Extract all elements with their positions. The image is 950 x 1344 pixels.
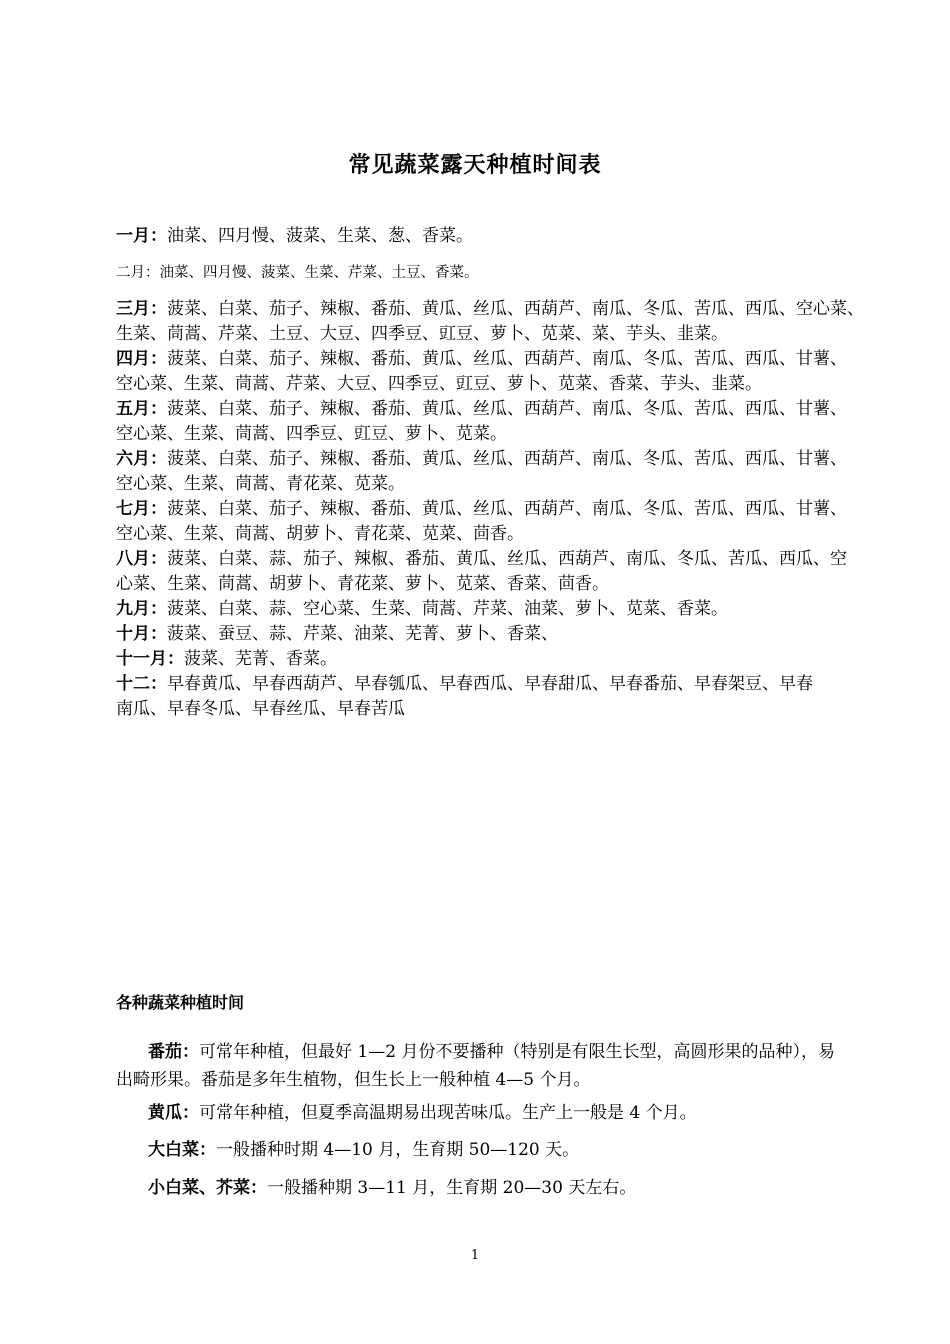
month-label: 四月： [116,349,167,369]
month-label: 三月： [116,299,167,319]
month-text: 菠菜、白菜、蒜、茄子、辣椒、番茄、黄瓜、丝瓜、西葫芦、南瓜、冬瓜、苦瓜、西瓜、空 [167,549,847,569]
paragraph-tomato [116,1038,846,1094]
month-december [116,672,846,697]
month-october [116,622,846,647]
paragraph-label: 小白菜、芥菜： [148,1178,267,1198]
month-august-cont [116,572,846,597]
month-august [116,547,846,572]
month-july [116,497,846,522]
month-text: 菠菜、白菜、茄子、辣椒、番茄、黄瓜、丝瓜、西葫芦、南瓜、冬瓜、苦瓜、西瓜、甘薯、 [167,449,847,469]
month-text: 菠菜、白菜、茄子、辣椒、番茄、黄瓜、丝瓜、西葫芦、南瓜、冬瓜、苦瓜、西瓜、甘薯、 [167,499,847,519]
month-april-cont [116,372,846,397]
month-february [116,261,846,286]
paragraph-label: 大白菜： [148,1140,216,1160]
month-text: 空心菜、生菜、茼蒿、青花菜、苋菜。 [116,474,405,494]
month-text: 油菜、四月慢、菠菜、生菜、葱、香菜。 [167,226,473,246]
month-text: 生菜、茼蒿、芹菜、土豆、大豆、四季豆、豇豆、萝卜、苋菜、菜、芋头、韭菜。 [116,324,728,344]
month-text: 早春黄瓜、早春西葫芦、早春瓠瓜、早春西瓜、早春甜瓜、早春番茄、早春架豆、早春 [167,674,813,694]
month-december-cont [116,697,846,722]
month-may [116,397,846,422]
month-label: 六月： [116,449,167,469]
paragraph-text: 可常年种植，但最好 1—2 月份不要播种（特别是有限生长型，高圆形果的品种），易出畸形果。番茄是多年生植物，但生长上一般种植 4—5 个月。 [116,1042,835,1090]
month-label: 一月： [116,226,167,246]
month-text: 空心菜、生菜、茼蒿、胡萝卜、青花菜、苋菜、茴香。 [116,524,524,544]
month-label: 八月： [116,549,167,569]
month-label: 五月： [116,399,167,419]
month-text: 心菜、生菜、茼蒿、胡萝卜、青花菜、萝卜、苋菜、香菜、茴香。 [116,574,609,594]
month-text: 南瓜、早春冬瓜、早春丝瓜、早春苦瓜 [116,699,405,719]
month-may-cont [116,422,846,447]
page-number: 1 [470,1248,480,1263]
paragraph-cucumber [116,1099,846,1127]
month-july-cont [116,522,846,547]
month-march [116,297,864,322]
paragraph-label: 番茄： [148,1042,199,1062]
month-label: 七月： [116,499,167,519]
paragraph-cabbage [116,1136,846,1164]
month-september [116,597,846,622]
month-text: 菠菜、芜菁、香菜。 [184,649,337,669]
paragraph-text: 一般播种时期 4—10 月，生育期 50—120 天。 [216,1140,580,1160]
month-text: 菠菜、白菜、蒜、空心菜、生菜、茼蒿、芹菜、油菜、萝卜、苋菜、香菜。 [167,599,728,619]
page-title: 常见蔬菜露天种植时间表 [348,152,602,178]
month-text: 菠菜、蚕豆、蒜、芹菜、油菜、芜菁、萝卜、香菜、 [167,624,558,644]
paragraph-label: 黄瓜： [148,1103,199,1123]
paragraph-bokchoy [116,1174,846,1202]
month-text: 菠菜、白菜、茄子、辣椒、番茄、黄瓜、丝瓜、西葫芦、南瓜、冬瓜、苦瓜、西瓜、空心菜、 [167,299,864,319]
paragraph-text: 可常年种植，但夏季高温期易出现苦味瓜。生产上一般是 4 个月。 [199,1103,697,1123]
paragraph-text: 一般播种期 3—11 月，生育期 20—30 天左右。 [267,1178,637,1198]
month-january [116,224,846,249]
month-label: 十二： [116,674,167,694]
month-november [116,647,846,672]
month-text: 菠菜、白菜、茄子、辣椒、番茄、黄瓜、丝瓜、西葫芦、南瓜、冬瓜、苦瓜、西瓜、甘薯、 [167,349,847,369]
month-text: 空心菜、生菜、茼蒿、芹菜、大豆、四季豆、豇豆、萝卜、苋菜、香菜、芋头、韭菜。 [116,374,762,394]
month-label: 二月： [116,265,160,281]
month-june-cont [116,472,846,497]
month-label: 九月： [116,599,167,619]
month-march-cont [116,322,846,347]
month-text: 菠菜、白菜、茄子、辣椒、番茄、黄瓜、丝瓜、西葫芦、南瓜、冬瓜、苦瓜、西瓜、甘薯、 [167,399,847,419]
section-title: 各种蔬菜种植时间 [116,993,245,1012]
month-text: 油菜、四月慢、菠菜、生菜、芹菜、土豆、香菜。 [159,265,479,281]
month-text: 空心菜、生菜、茼蒿、四季豆、豇豆、萝卜、苋菜。 [116,424,507,444]
month-label: 十月： [116,624,167,644]
month-june [116,447,846,472]
month-april [116,347,846,372]
month-label: 十一月： [116,649,184,669]
